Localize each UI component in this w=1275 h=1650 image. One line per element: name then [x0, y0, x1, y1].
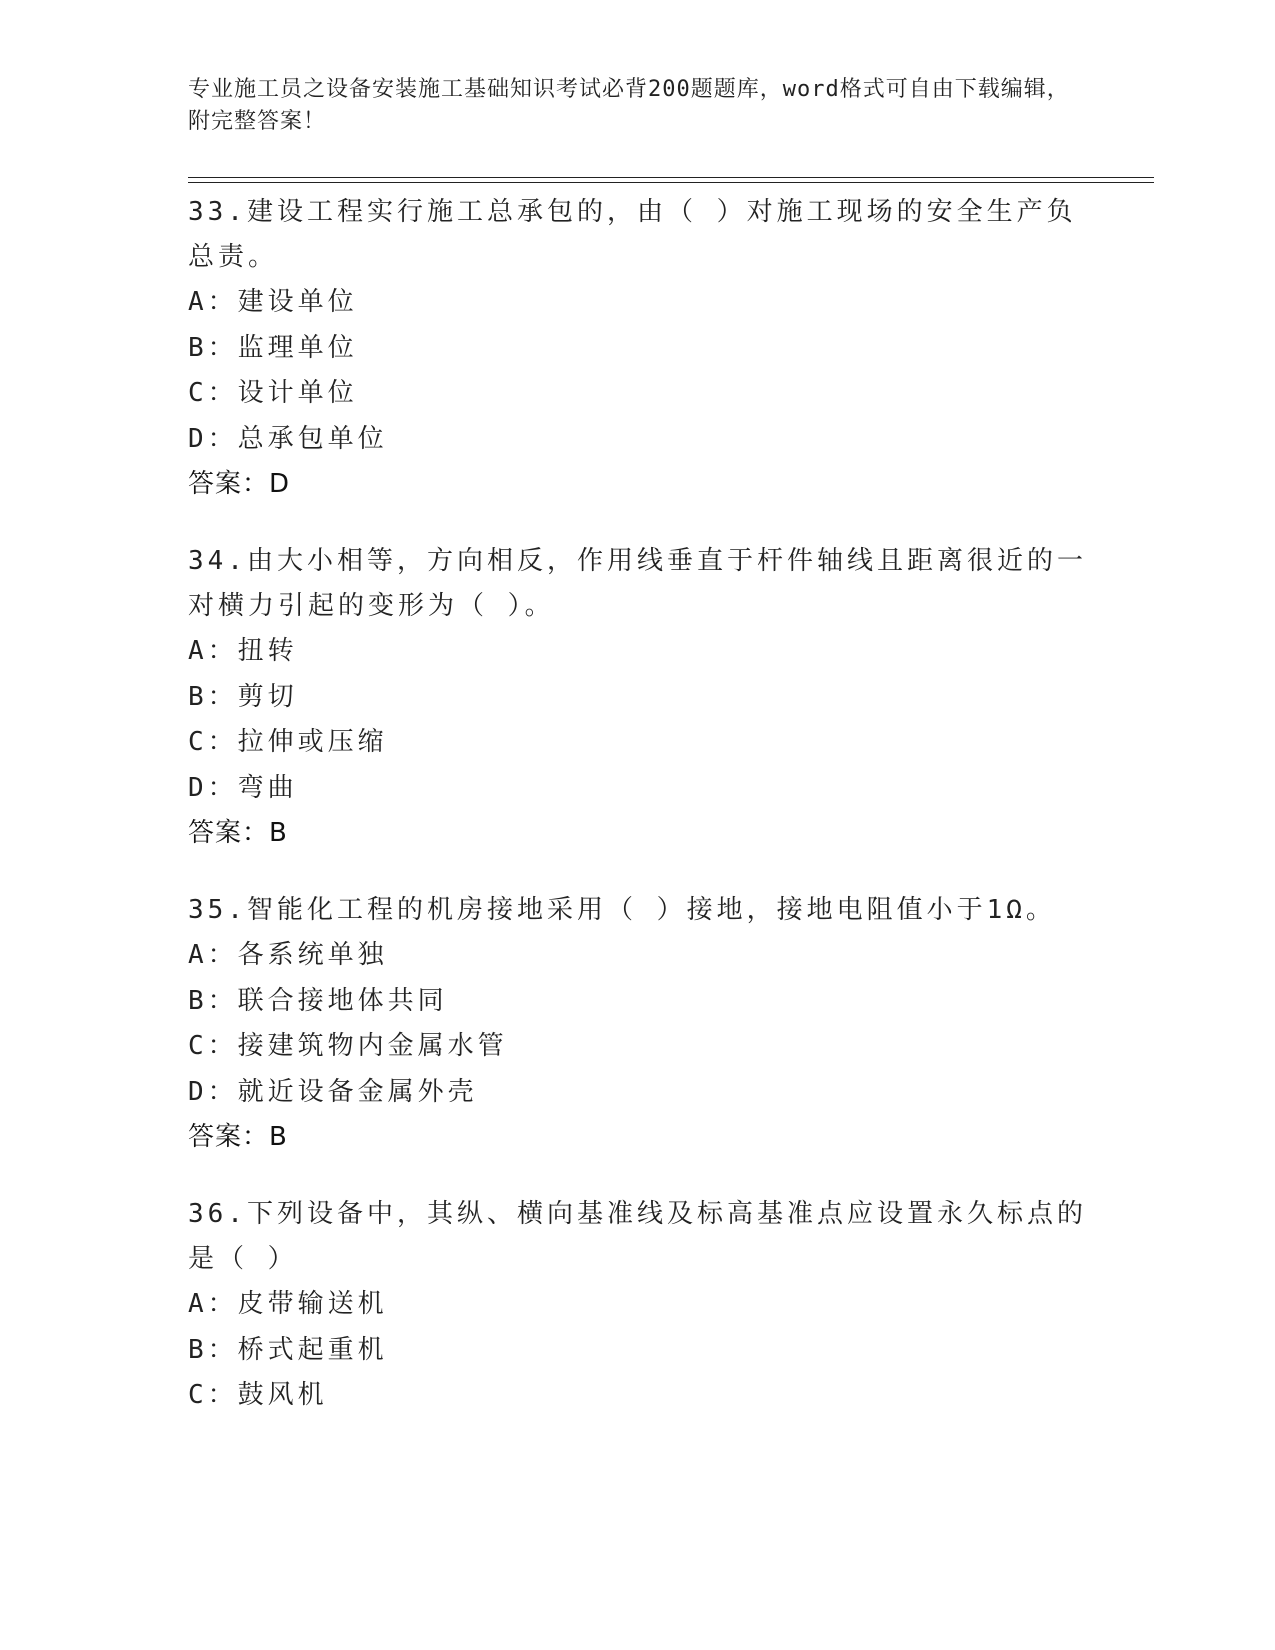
question-34 — [188, 539, 1088, 856]
answer: 答案：B — [188, 818, 288, 848]
header-divider-bottom — [188, 182, 1154, 183]
option-d: D：总承包单位 — [188, 423, 388, 454]
option-a: A：扭转 — [188, 636, 298, 666]
option-d: D：就近设备金属外壳 — [188, 1076, 478, 1107]
option-b: B：剪切 — [188, 681, 298, 712]
question-list — [188, 190, 1088, 1451]
answer: 答案：D — [188, 469, 291, 499]
document-intro: 专业施工员之设备安装施工基础知识考试必背200题题库，word格式可自由下载编辑，附完整答案！ — [188, 77, 1070, 134]
answer: 答案：B — [188, 1122, 288, 1152]
option-c: C：拉伸或压缩 — [188, 727, 388, 757]
question-stem: 33.建设工程实行施工总承包的，由（ ）对施工现场的安全生产负总责。 — [188, 197, 1077, 272]
option-c: C：设计单位 — [188, 378, 358, 408]
question-stem: 35.智能化工程的机房接地采用（ ）接地，接地电阻值小于1Ω。 — [188, 895, 1056, 925]
question-35 — [188, 888, 1088, 1160]
option-a: A：各系统单独 — [188, 940, 388, 970]
question-stem: 36.下列设备中，其纵、横向基准线及标高基准点应设置永久标点的是（ ） — [188, 1199, 1087, 1274]
option-c: C：鼓风机 — [188, 1380, 328, 1410]
option-d: D：弯曲 — [188, 772, 298, 803]
question-33 — [188, 190, 1088, 507]
option-b: B：桥式起重机 — [188, 1334, 388, 1365]
option-b: B：监理单位 — [188, 332, 358, 363]
option-b: B：联合接地体共同 — [188, 985, 448, 1016]
question-36 — [188, 1192, 1088, 1419]
header-divider-top — [188, 177, 1154, 178]
option-a: A：建设单位 — [188, 287, 358, 317]
question-stem: 34.由大小相等，方向相反，作用线垂直于杆件轴线且距离很近的一对横力引起的变形为（ ）。 — [188, 546, 1087, 621]
option-c: C：接建筑物内金属水管 — [188, 1031, 508, 1061]
option-a: A：皮带输送机 — [188, 1289, 388, 1319]
